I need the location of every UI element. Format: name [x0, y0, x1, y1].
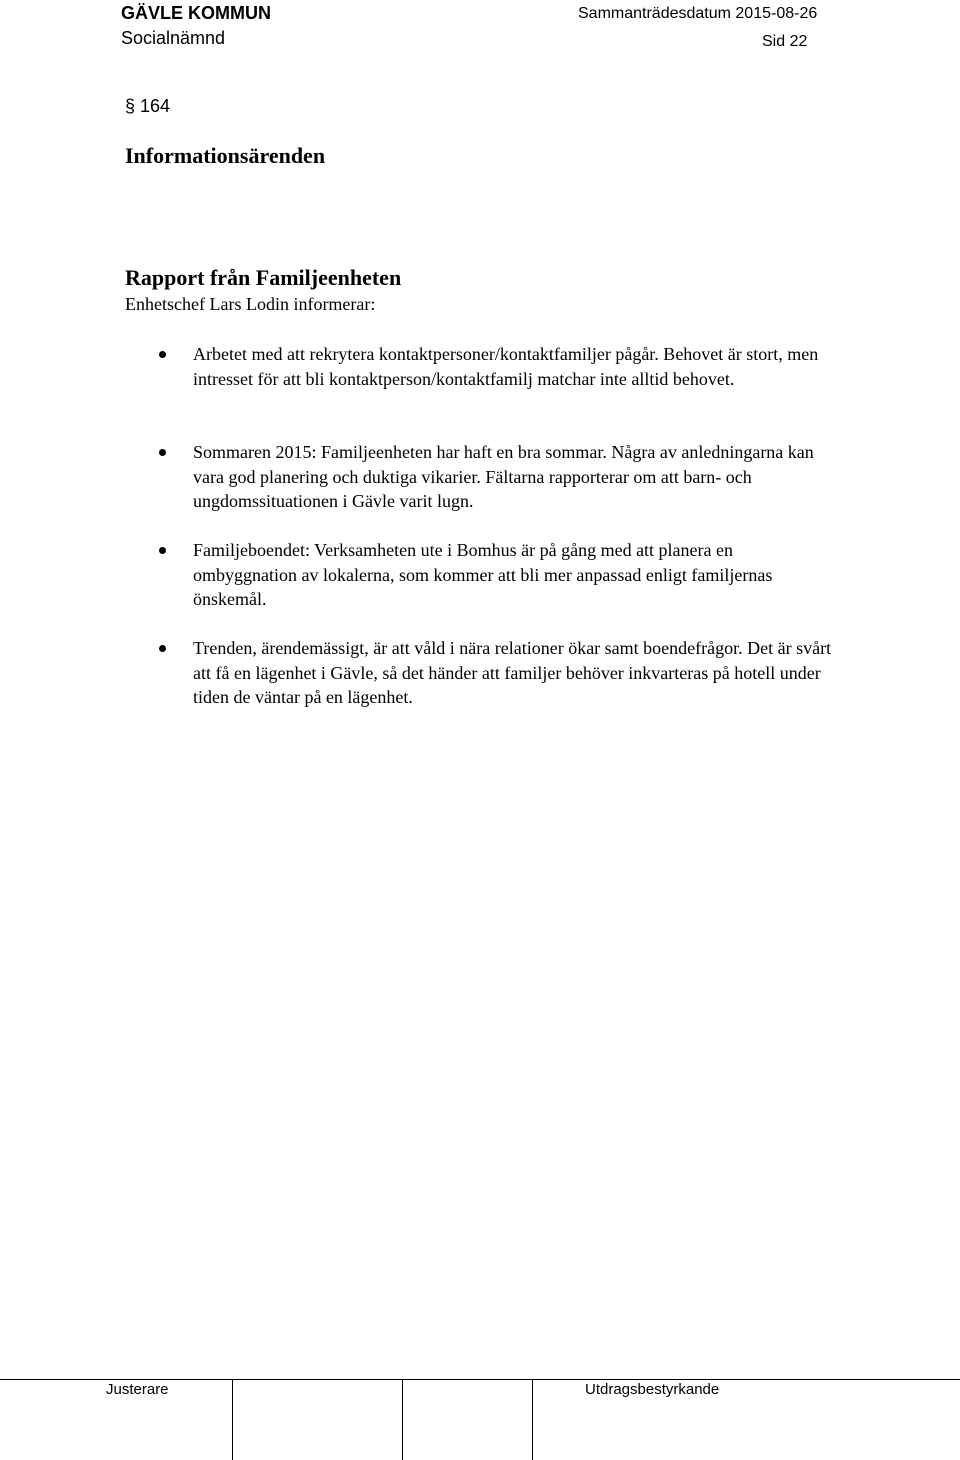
meeting-date: Sammanträdesdatum 2015-08-26	[578, 5, 818, 22]
list-item	[193, 440, 833, 514]
bullet-icon	[159, 351, 166, 358]
adjuster-label: Justerare	[106, 1381, 169, 1398]
bullet-icon	[159, 645, 166, 652]
bullet-text: Familjeboendet: Verksamheten ute i Bomhus är på gång med att planera en ombyggnation av lokalerna, som kommer att bli mer anpassad enligt familjernas önskemål.	[193, 540, 773, 609]
list-item	[193, 538, 833, 612]
footer-divider	[532, 1380, 533, 1460]
section-number: § 164	[125, 96, 171, 116]
footer-divider	[232, 1380, 233, 1460]
list-item	[193, 342, 833, 391]
extract-label: Utdragsbestyrkande	[585, 1381, 720, 1398]
department-name: Socialnämnd	[121, 28, 226, 48]
page-number: Sid 22	[762, 33, 808, 50]
bullet-text: Arbetet med att rekrytera kontaktpersoner/kontaktfamiljer pågår. Behovet är stort, men intresset för att bli kontaktperson/kontaktfamilj matchar inte alltid behovet.	[193, 344, 819, 389]
organization-name: GÄVLE KOMMUN	[121, 3, 271, 23]
presenter-line: Enhetschef Lars Lodin informerar:	[125, 294, 376, 314]
bullet-text: Sommaren 2015: Familjeenheten har haft en bra sommar. Några av anledningarna kan vara god planering och duktiga vikarier. Fältarna rapporterar om att barn- och ungdomssituationen i Gävle varit lugn.	[193, 442, 814, 511]
bullet-text: Trenden, ärendemässigt, är att våld i nära relationer ökar samt boendefrågor. Det är svårt att få en lägenhet i Gävle, så det händer att familjer behöver inkvarteras på hotell under tiden de väntar på en lägenhet.	[193, 638, 832, 707]
bullet-icon	[159, 547, 166, 554]
report-heading: Rapport från Familjeenheten	[125, 265, 402, 290]
footer-rule	[0, 1379, 960, 1380]
footer-divider	[402, 1380, 403, 1460]
bullet-icon	[159, 449, 166, 456]
section-title: Informationsärenden	[125, 143, 326, 168]
list-item	[193, 636, 833, 710]
